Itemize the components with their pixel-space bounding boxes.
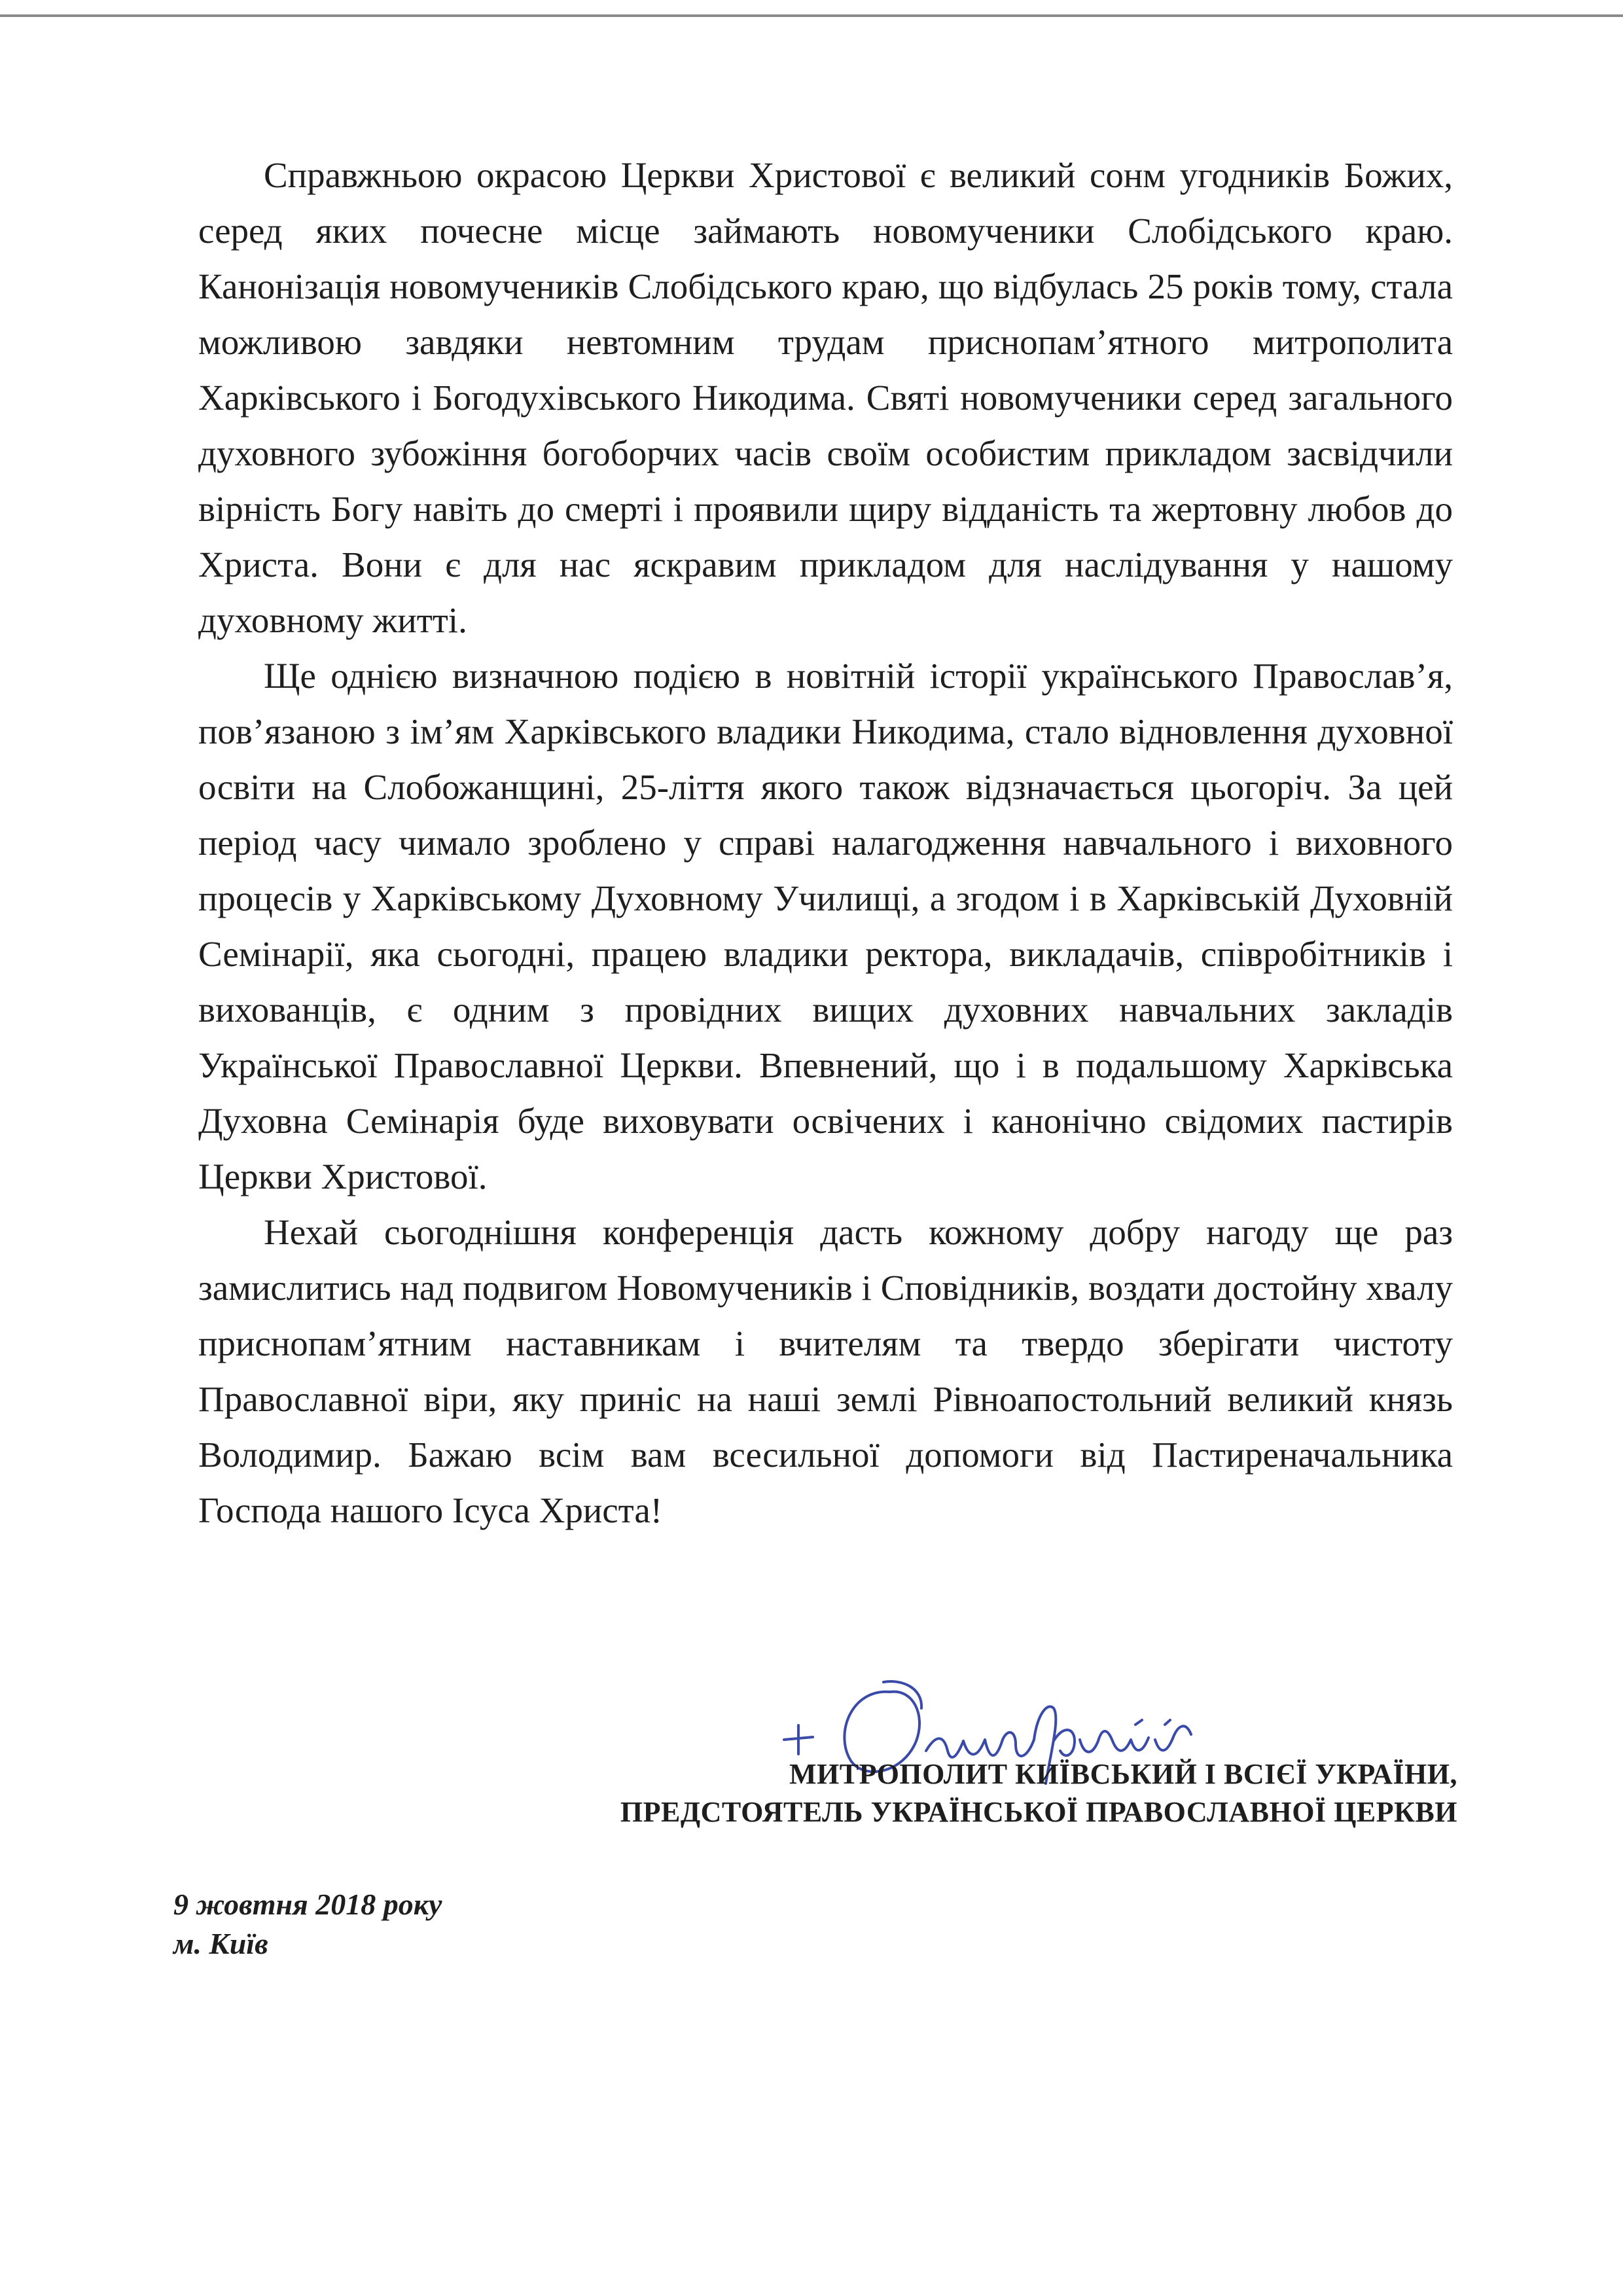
paragraph-3: Нехай сьогоднішня конференція дасть кожному добру нагоду ще раз замислитись над подвигом Новомучеників і Сповідників, воздати достойну хвалу приснопам’ятним наставникам і вчителям та твердо зберігати чистоту Православної віри, яку приніс на наші землі Рівноапостольний великий князь Володимир. Бажаю всім вам всесильної допомоги від Пастиреначальника Господа нашого Ісуса Христа!: [198, 1212, 1453, 1530]
date-place-block: [173, 1885, 442, 1964]
signatory-title-line-2: ПРЕДСТОЯТЕЛЬ УКРАЇНСЬКОЇ ПРАВОСЛАВНОЇ ЦЕРКВИ: [620, 1796, 1457, 1828]
letter-body: [198, 147, 1453, 1538]
signatory-title-line-1: МИТРОПОЛИТ КИЇВСЬКИЙ І ВСІЄЇ УКРАЇНИ,: [789, 1758, 1457, 1790]
paragraph-2: Ще однією визначною подією в новітній історії українського Православ’я, пов’язаною з ім’ям Харківського владики Никодима, стало відновлення духовної освіти на Слобожанщині, 25-ліття якого також відзначається цьогоріч. За цей період часу чимало зроблено у справі налагодження навчального і виховного процесів у Харківському Духовному Училищі, а згодом і в Харківській Духовній Семінарії, яка сьогодні, працею владики ректора, викладачів, співробітників і вихованців, є одним з провідних вищих духовних навчальних закладів Української Православної Церкви. Впевнений, що і в подальшому Харківська Духовна Семінарія буде виховувати освічених і канонічно свідомих пастирів Церкви Христової.: [198, 656, 1453, 1196]
paragraph-1: Справжньою окрасою Церкви Христової є великий сонм угодників Божих, серед яких почесне місце займають новомученики Слобідського краю. Канонізація новомучеників Слобідського краю, що відбулась 25 років тому, стала можливою завдяки невтомним трудам приснопам’ятного митрополита Харківського і Богодухівського Никодима. Святі новомученики серед загального духовного зубожіння богоборчих часів своїм особистим прикладом засвідчили вірність Богу навіть до смерті і проявили щиру відданість та жертовну любов до Христа. Вони є для нас яскравим прикладом для наслідування у нашому духовному житті.: [198, 155, 1453, 640]
letter-place: м. Київ: [173, 1927, 268, 1960]
top-edge-rule: [0, 14, 1623, 17]
letter-date: 9 жовтня 2018 року: [173, 1888, 442, 1921]
signatory-block: [620, 1755, 1457, 1831]
